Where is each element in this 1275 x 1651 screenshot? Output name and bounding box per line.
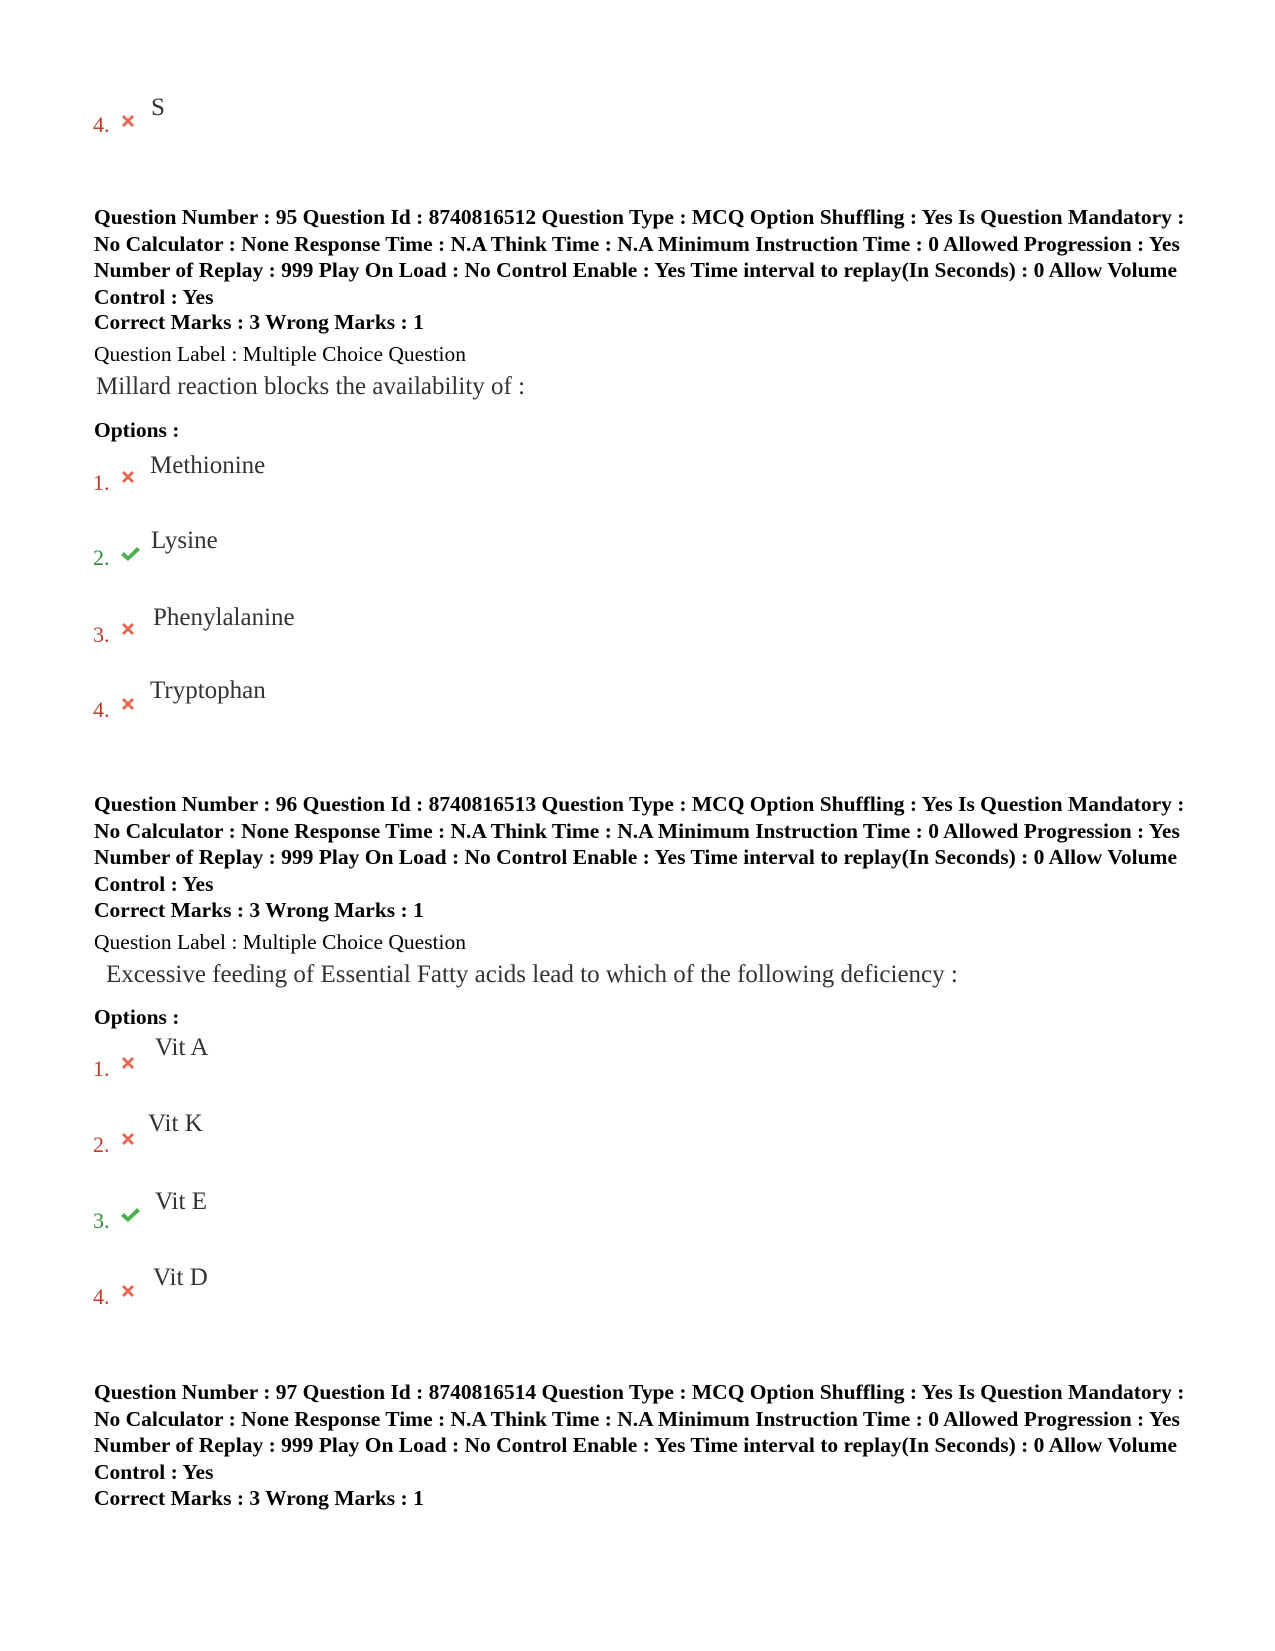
cross-icon — [119, 1130, 137, 1148]
question-meta: Question Number : 97 Question Id : 8740816514 Question Type : MCQ Option Shuffling : Yes Is Question Mandatory : No Calculator : None Response Time : N.A Think Time : N.A Minimum Instruction Time : 0 Allowed Progression : Yes Number of Replay : 999 Play On Load : No Control Enable : Yes Time interval to replay(In Seconds) : 0 Allow Volume Control : Yes — [94, 1380, 1185, 1484]
question-marks: Correct Marks : 3 Wrong Marks : 1 — [94, 1486, 424, 1510]
option-text: Lysine — [151, 527, 218, 554]
option-number: 3. — [93, 1208, 110, 1233]
question-stem: Excessive feeding of Essential Fatty acids lead to which of the following deficiency : — [106, 961, 958, 988]
option-text: Tryptophan — [150, 677, 266, 704]
question-label: Question Label : Multiple Choice Question — [94, 930, 467, 954]
cross-icon — [119, 1054, 137, 1072]
option-text: S — [151, 94, 165, 121]
check-icon — [119, 1206, 141, 1224]
option-text: Vit A — [155, 1034, 209, 1061]
options-heading: Options : — [94, 1005, 180, 1029]
cross-icon — [119, 1282, 137, 1300]
option-text: Phenylalanine — [153, 604, 295, 631]
option-number: 4. — [93, 697, 110, 722]
option-number: 1. — [93, 470, 110, 495]
question-label: Question Label : Multiple Choice Question — [94, 342, 467, 366]
option-text: Methionine — [150, 452, 266, 479]
question-marks: Correct Marks : 3 Wrong Marks : 1 — [94, 898, 424, 922]
question-meta: Question Number : 95 Question Id : 8740816512 Question Type : MCQ Option Shuffling : Yes Is Question Mandatory : No Calculator : None Response Time : N.A Think Time : N.A Minimum Instruction Time : 0 Allowed Progression : Yes Number of Replay : 999 Play On Load : No Control Enable : Yes Time interval to replay(In Seconds) : 0 Allow Volume Control : Yes — [94, 205, 1185, 309]
option-text: Vit E — [155, 1188, 207, 1215]
option-text: Vit D — [153, 1264, 208, 1291]
question-meta: Question Number : 96 Question Id : 8740816513 Question Type : MCQ Option Shuffling : Yes Is Question Mandatory : No Calculator : None Response Time : N.A Think Time : N.A Minimum Instruction Time : 0 Allowed Progression : Yes Number of Replay : 999 Play On Load : No Control Enable : Yes Time interval to replay(In Seconds) : 0 Allow Volume Control : Yes — [94, 792, 1185, 896]
option-number: 4. — [93, 1284, 110, 1309]
option-number: 3. — [93, 622, 110, 647]
option-number: 1. — [93, 1056, 110, 1081]
question-marks: Correct Marks : 3 Wrong Marks : 1 — [94, 310, 424, 334]
option-number: 2. — [93, 545, 110, 570]
cross-icon — [119, 620, 137, 638]
cross-icon — [119, 112, 137, 130]
cross-icon — [119, 468, 137, 486]
check-icon — [119, 545, 141, 563]
option-text: Vit K — [148, 1110, 203, 1137]
option-number: 2. — [93, 1132, 110, 1157]
question-stem: Millard reaction blocks the availability of : — [96, 373, 526, 400]
cross-icon — [119, 695, 137, 713]
options-heading: Options : — [94, 418, 180, 442]
option-number: 4. — [93, 112, 110, 137]
